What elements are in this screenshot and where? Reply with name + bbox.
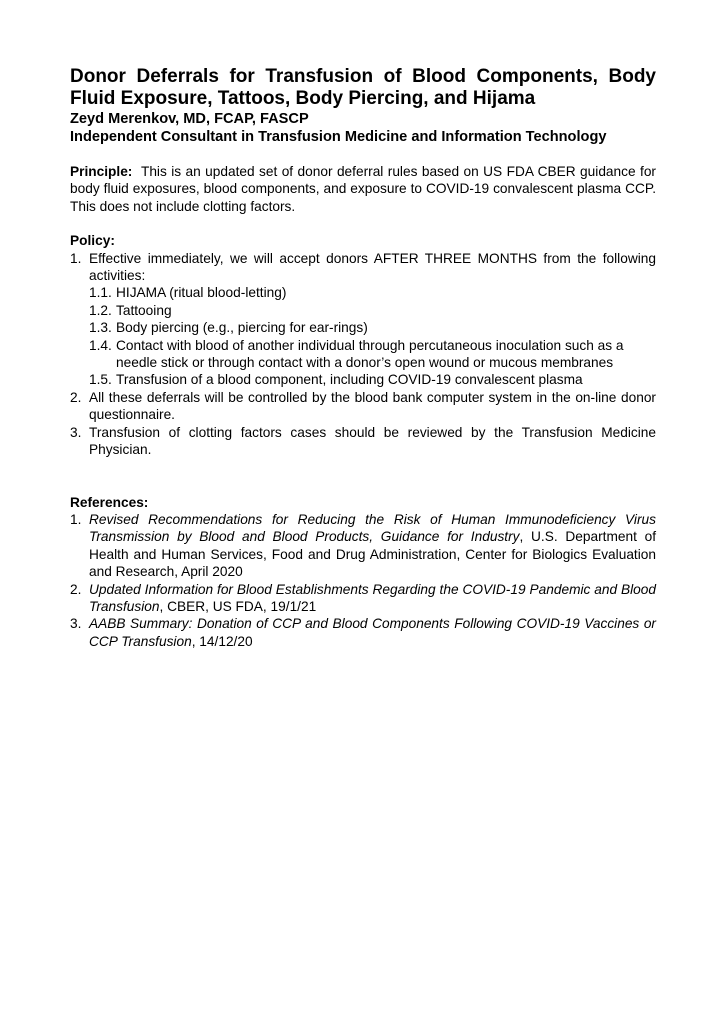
policy-subitem [89,319,656,336]
policy-subitem [89,337,656,372]
policy-subitem-marker: 1.3. [89,320,112,336]
principle-paragraph [70,163,656,215]
document-title: Donor Deferrals for Transfusion of Blood Components, Body Fluid Exposure, Tattoos, Body Piercing, and Hijama [70,66,656,109]
policy-subitem-text: Body piercing (e.g., piercing for ear-rings) [116,320,368,336]
reference-details: , 14/12/20 [191,633,253,649]
reference-item [70,615,656,650]
policy-subitem-text: Contact with blood of another individual through percutaneous inoculation such as a needle stick or through contact with a donor’s open wound or mucous membranes [116,337,624,371]
policy-list [70,250,656,459]
policy-heading: Policy: [70,233,115,249]
reference-item [70,511,656,581]
policy-subitem-marker: 1.5. [89,372,112,388]
reference-text [89,511,656,581]
policy-item-marker: 3. [70,424,82,440]
reference-text [89,615,656,650]
references-list [70,511,656,650]
policy-subitem-marker: 1.2. [89,302,112,318]
reference-title: AABB Summary: Donation of CCP and Blood Components Following COVID-19 Vaccines or CCP Transfusion [89,616,656,649]
policy-subitem-text: Transfusion of a blood component, including COVID-19 convalescent plasma [116,372,583,388]
policy-subitem-marker: 1.1. [89,285,112,301]
reference-item [70,581,656,616]
policy-item-text: Transfusion of clotting factors cases should be reviewed by the Transfusion Medicine Physician. [89,424,656,458]
policy-subitem-text: HIJAMA (ritual blood-letting) [116,285,287,301]
policy-subitem-text: Tattooing [116,302,172,318]
policy-subitem [89,371,656,388]
policy-subitem [89,302,656,319]
policy-item-text: All these deferrals will be controlled by the blood bank computer system in the on-line donor questionnaire. [89,389,656,423]
reference-marker: 2. [70,581,82,597]
reference-marker: 3. [70,616,82,632]
reference-details: , CBER, US FDA, 19/1/21 [159,598,317,614]
reference-title: Revised Recommendations for Reducing the Risk of Human Immunodeficiency Virus Transmission by Blood and Blood Products, Guidance for Industry [89,511,656,545]
policy-item [70,389,656,424]
policy-item-marker: 2. [70,389,82,405]
reference-marker: 1. [70,511,82,527]
policy-item-marker: 1. [70,250,82,266]
references-heading: References: [70,494,149,510]
reference-details: , U.S. Department of Health and Human Services, Food and Drug Administration, Center for Biologics Evaluation and Research, April 2020 [89,529,657,580]
policy-subitem-marker: 1.4. [89,337,112,353]
policy-item [70,250,656,389]
policy-sublist [89,284,656,388]
policy-item [70,424,656,459]
policy-subitem [89,284,656,301]
affiliation-line: Independent Consultant in Transfusion Medicine and Information Technology [70,129,607,145]
policy-item-text: Effective immediately, we will accept donors AFTER THREE MONTHS from the following activities: [89,250,656,284]
reference-text [89,581,656,616]
principle-text: This is an updated set of donor deferral rules based on US FDA CBER guidance for body fluid exposures, blood components, and exposure to COVID-19 convalescent plasma CCP. This does not include clotting factors. [70,164,656,214]
principle-label: Principle: [70,164,133,179]
reference-title: Updated Information for Blood Establishments Regarding the COVID-19 Pandemic and Blood Transfusion [89,581,656,614]
author-line: Zeyd Merenkov, MD, FCAP, FASCP [70,111,309,127]
document-page [70,66,656,650]
